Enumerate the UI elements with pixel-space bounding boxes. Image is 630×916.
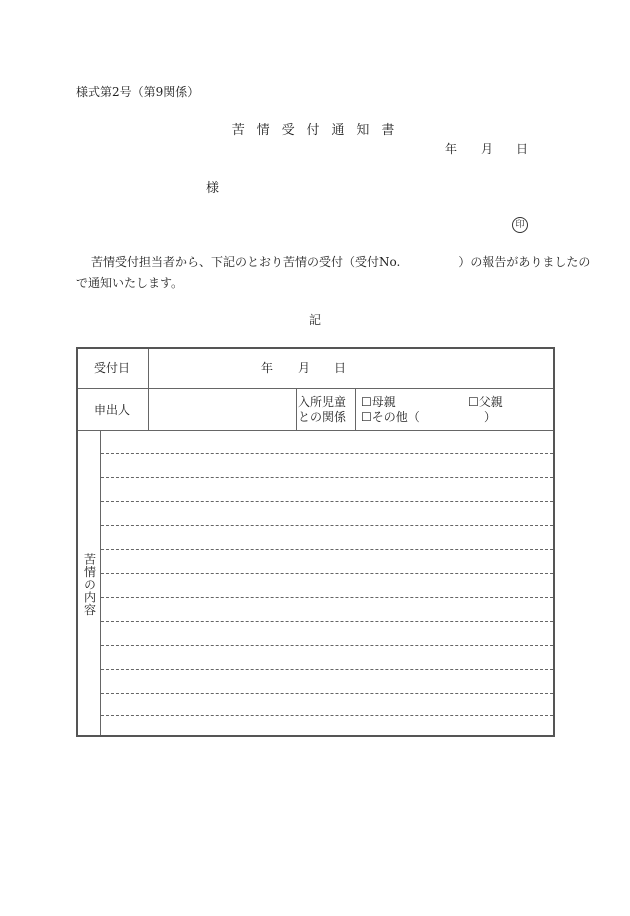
col-divider — [355, 389, 356, 430]
body-text-line1 — [91, 256, 590, 268]
content-ruled-line — [101, 597, 553, 598]
body-text-part2: ）の報告がありましたの — [458, 255, 591, 269]
date-day-label: 日 — [516, 142, 529, 156]
date-month-label: 月 — [481, 142, 494, 156]
document-title: 苦 情 受 付 通 知 書 — [231, 123, 399, 138]
relation-label-line2: との関係 — [298, 410, 347, 424]
content-ruled-line — [101, 621, 553, 622]
complaint-form-table — [76, 347, 555, 737]
option-other-close-paren: ） — [484, 410, 497, 424]
reception-month-label: 月 — [298, 361, 311, 375]
row-divider — [78, 388, 553, 389]
content-ruled-line — [101, 693, 553, 694]
content-ruled-line — [101, 453, 553, 454]
body-text-line2: で通知いたします。 — [76, 276, 184, 290]
option-mother-checkbox[interactable]: ☐母親 — [361, 395, 396, 409]
col-divider — [296, 389, 297, 430]
form-number-label: 様式第2号（第9関係） — [76, 85, 200, 99]
content-label-cell — [78, 433, 101, 735]
col-divider — [148, 349, 149, 430]
relation-label-line1: 入所児童 — [298, 395, 347, 409]
content-ruled-line — [101, 501, 553, 502]
body-text-part1: 苦情受付担当者から、下記のとおり苦情の受付（受付No. — [91, 255, 401, 269]
content-ruled-line — [101, 645, 553, 646]
reception-date-label: 受付日 — [94, 361, 131, 375]
date-year-label: 年 — [445, 142, 458, 156]
option-other-checkbox[interactable]: ☐その他（ — [361, 410, 420, 424]
content-ruled-line — [101, 715, 553, 716]
option-father-checkbox[interactable]: ☐父親 — [468, 395, 503, 409]
applicant-label: 申出人 — [94, 403, 131, 417]
seal-icon: 印 — [512, 217, 528, 233]
ki-heading: 記 — [308, 313, 321, 327]
reception-year-label: 年 — [261, 361, 274, 375]
reception-day-label: 日 — [334, 361, 347, 375]
content-ruled-line — [101, 477, 553, 478]
content-ruled-line — [101, 549, 553, 550]
complaint-content-label: 苦情の内容 — [82, 552, 97, 616]
content-ruled-line — [101, 573, 553, 574]
content-ruled-line — [101, 669, 553, 670]
addressee-honorific: 様 — [206, 181, 220, 196]
row-divider — [78, 430, 553, 431]
content-ruled-line — [101, 525, 553, 526]
